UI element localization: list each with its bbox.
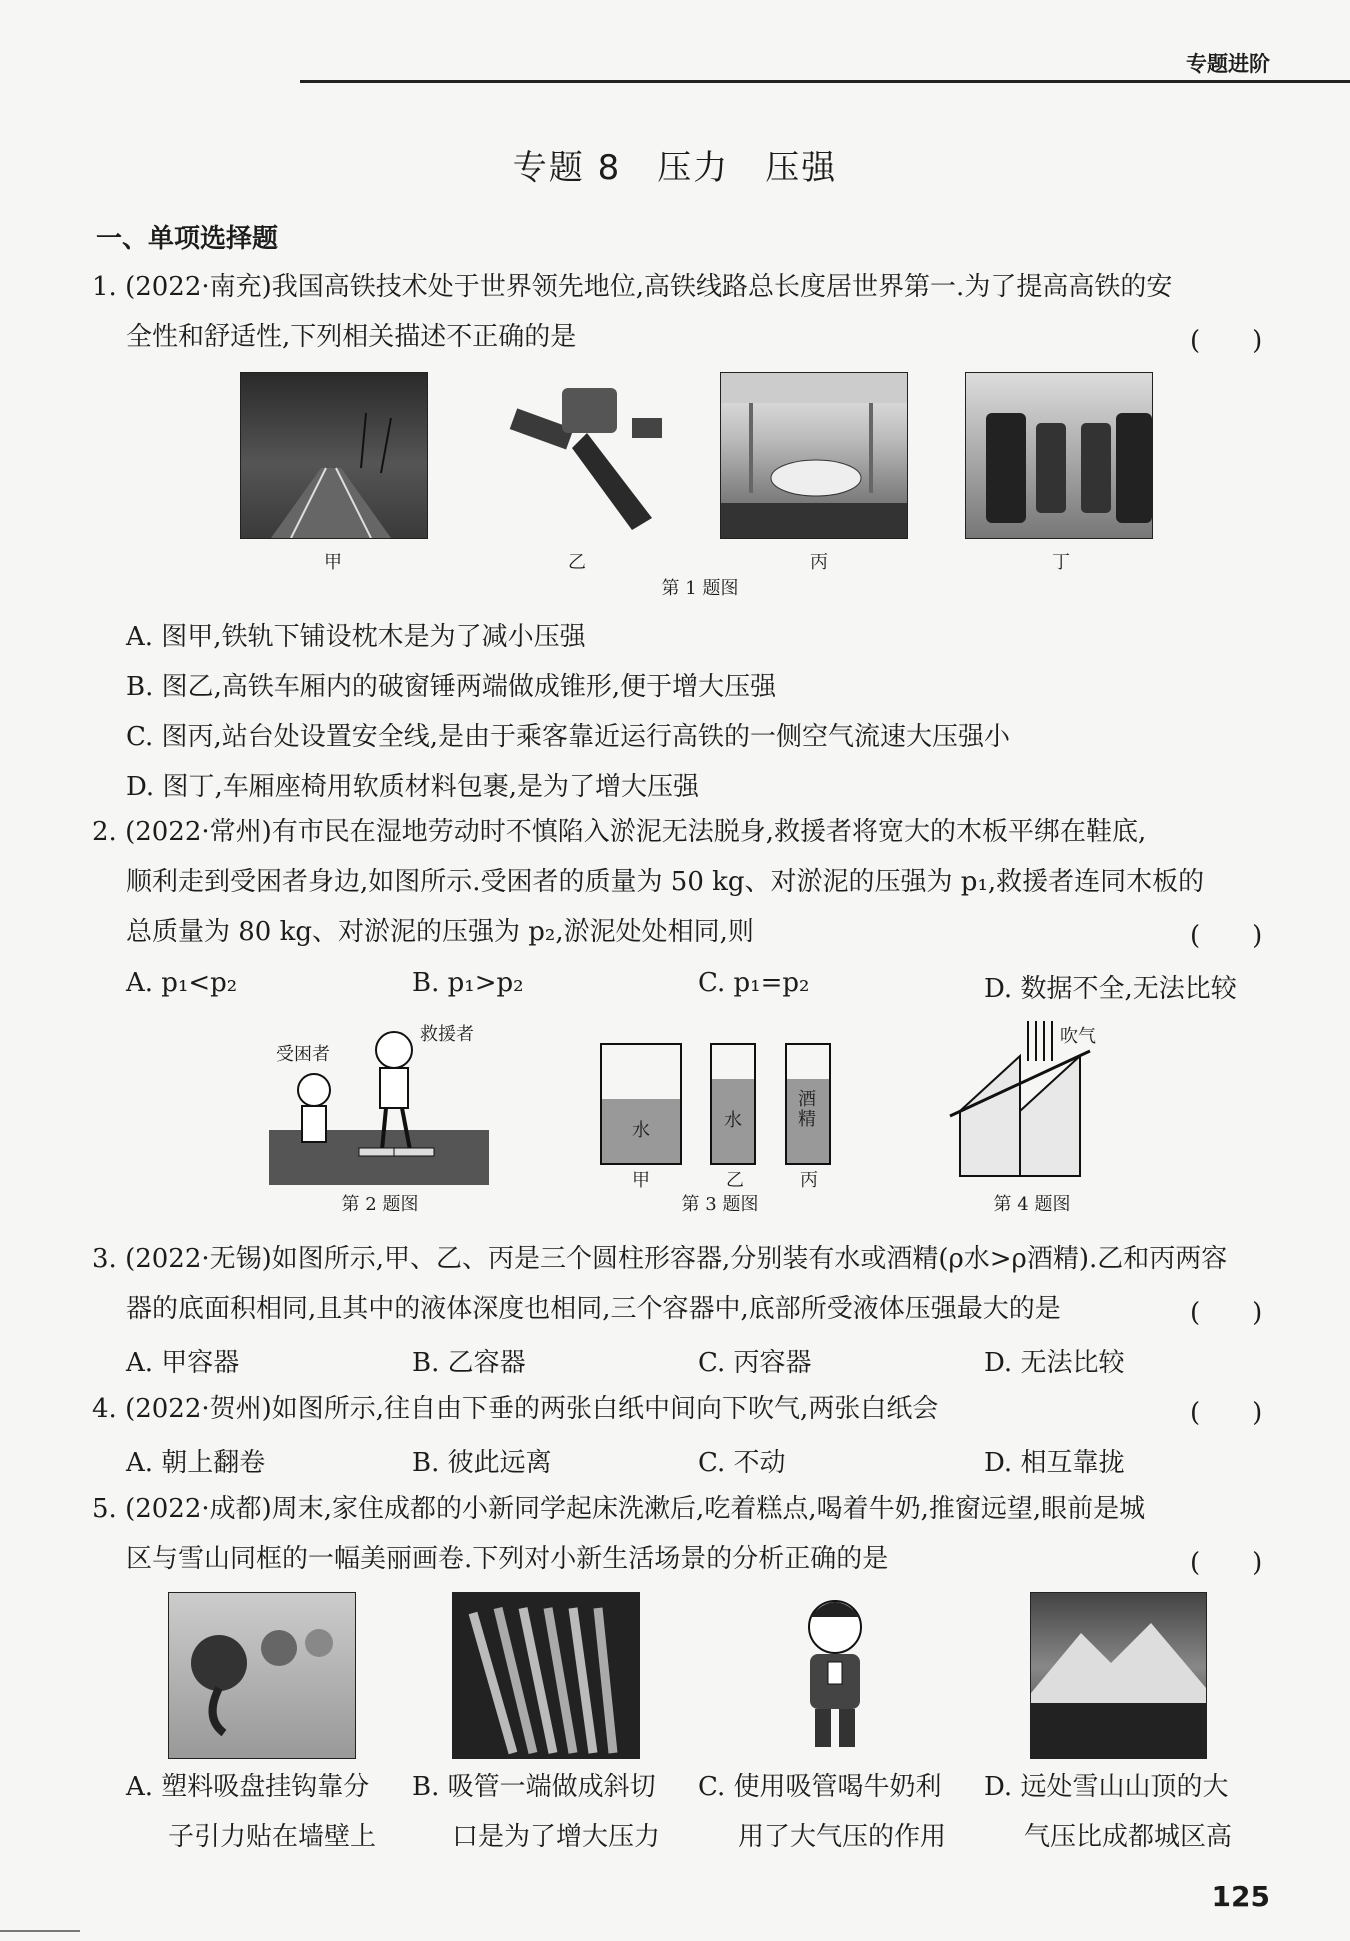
fig4-caption: 第 4 题图	[993, 1194, 1071, 1215]
fig3-liquid-label-bing: 酒精	[798, 1089, 816, 1130]
q5-fig-suction-hooks	[168, 1592, 356, 1759]
fig3-label-bing: 丙	[800, 1170, 818, 1191]
q1-option-d: D. 图丁,车厢座椅用软质材料包裹,是为了增大压强	[126, 772, 699, 802]
q5-line1: 5. (2022·成都)周末,家住成都的小新同学起床洗漱后,吃着糕点,喝着牛奶,推窗远望,眼前是城	[92, 1494, 1146, 1524]
q3-option-d: D. 无法比较	[984, 1348, 1125, 1378]
q2-line1: 2. (2022·常州)有市民在湿地劳动时不慎陷入淤泥无法脱身,救援者将宽大的木板平绑在鞋底,	[92, 817, 1147, 847]
q5-option-d-line1: D. 远处雪山山顶的大	[984, 1772, 1229, 1802]
q5-option-c-line1: C. 使用吸管喝牛奶利	[698, 1772, 942, 1802]
q1-line1: 1. (2022·南充)我国高铁技术处于世界领先地位,高铁线路总长度居世界第一.为了提高高铁的安	[92, 272, 1173, 302]
q5-option-b-line1: B. 吸管一端做成斜切	[412, 1772, 656, 1802]
q2-line3: 总质量为 80 kg、对淤泥的压强为 p₂,淤泥处处相同,则	[126, 917, 754, 947]
q2-option-a: A. p₁<p₂	[126, 968, 238, 998]
q1-option-a: A. 图甲,铁轨下铺设枕木是为了减小压强	[126, 622, 586, 652]
q2-line2: 顺利走到受困者身边,如图所示.受困者的质量为 50 kg、对淤泥的压强为 p₁,救援者连同木板的	[126, 867, 1205, 897]
q1-answer-paren: ( )	[1190, 326, 1263, 356]
q1-fig-station	[720, 372, 908, 539]
q5-fig-straws	[452, 1592, 640, 1759]
q3-line1: 3. (2022·无锡)如图所示,甲、乙、丙是三个圆柱形容器,分别装有水或酒精(ρ水>ρ酒精).乙和丙两容	[92, 1244, 1228, 1274]
fig3-liquid-label-yi: 水	[724, 1110, 742, 1131]
q1-option-b: B. 图乙,高铁车厢内的破窗锤两端做成锥形,便于增大压强	[126, 672, 777, 702]
q3-answer-paren: ( )	[1190, 1298, 1263, 1328]
fig3-label-yi: 乙	[726, 1170, 744, 1191]
q1-fig-label-yi: 乙	[568, 552, 586, 573]
page-number: 125	[1211, 1880, 1270, 1913]
page-title: 专题 8 压力 压强	[512, 148, 838, 188]
q3-option-a: A. 甲容器	[126, 1348, 240, 1378]
fig3-liquid-label-jia: 水	[632, 1120, 650, 1141]
fig3-label-jia: 甲	[632, 1170, 650, 1191]
q3-line2: 器的底面积相同,且其中的液体深度也相同,三个容器中,底部所受液体压强最大的是	[126, 1294, 1061, 1324]
q4-line1: 4. (2022·贺州)如图所示,往自由下垂的两张白纸中间向下吹气,两张白纸会	[92, 1394, 939, 1424]
q5-option-a-line1: A. 塑料吸盘挂钩靠分	[126, 1772, 370, 1802]
footer-rule	[0, 1930, 80, 1932]
q5-fig-snow-mountain	[1030, 1592, 1207, 1759]
q1-fig-label-ding: 丁	[1052, 552, 1070, 573]
q5-option-c-line2: 用了大气压的作用	[738, 1822, 947, 1852]
header-rule	[300, 80, 1350, 83]
q4-option-a: A. 朝上翻卷	[126, 1448, 266, 1478]
fig2-caption: 第 2 题图	[341, 1194, 419, 1215]
q5-answer-paren: ( )	[1190, 1548, 1263, 1578]
q2-option-d: D. 数据不全,无法比较	[984, 974, 1237, 1004]
q1-fig-label-jia: 甲	[324, 552, 342, 573]
q4-option-c: C. 不动	[698, 1448, 786, 1478]
q1-caption: 第 1 题图	[661, 578, 739, 599]
q5-option-b-line2: 口是为了增大压力	[452, 1822, 661, 1852]
q5-option-a-line2: 子引力贴在墙壁上	[168, 1822, 377, 1852]
q1-fig-seats	[965, 372, 1153, 539]
q5-option-d-line2: 气压比成都城区高	[1024, 1822, 1233, 1852]
fig3-caption: 第 3 题图	[681, 1194, 759, 1215]
q2-answer-paren: ( )	[1190, 921, 1263, 951]
section-heading: 一、单项选择题	[96, 224, 279, 254]
fig2-label-trapped: 受困者	[276, 1044, 330, 1065]
q3-option-c: C. 丙容器	[698, 1348, 812, 1378]
q3-option-b: B. 乙容器	[412, 1348, 526, 1378]
q4-answer-paren: ( )	[1190, 1398, 1263, 1428]
q2-option-b: B. p₁>p₂	[412, 968, 524, 998]
header-section-label: 专题进阶	[1186, 52, 1270, 76]
fig2-label-rescuer: 救援者	[420, 1024, 474, 1045]
q5-fig-boy-drinking	[780, 1592, 890, 1757]
q1-fig-label-bing: 丙	[810, 552, 828, 573]
q2-option-c: C. p₁=p₂	[698, 968, 810, 998]
q1-fig-hammer	[492, 378, 672, 538]
q1-line2: 全性和舒适性,下列相关描述不正确的是	[126, 322, 577, 352]
q5-line2: 区与雪山同框的一幅美丽画卷.下列对小新生活场景的分析正确的是	[126, 1544, 889, 1574]
q4-option-d: D. 相互靠拢	[984, 1448, 1125, 1478]
q4-option-b: B. 彼此远离	[412, 1448, 552, 1478]
fig4-label-blow: 吹气	[1060, 1026, 1096, 1047]
q1-option-c: C. 图丙,站台处设置安全线,是由于乘客靠近运行高铁的一侧空气流速大压强小	[126, 722, 1011, 752]
q1-fig-railway	[240, 372, 428, 539]
